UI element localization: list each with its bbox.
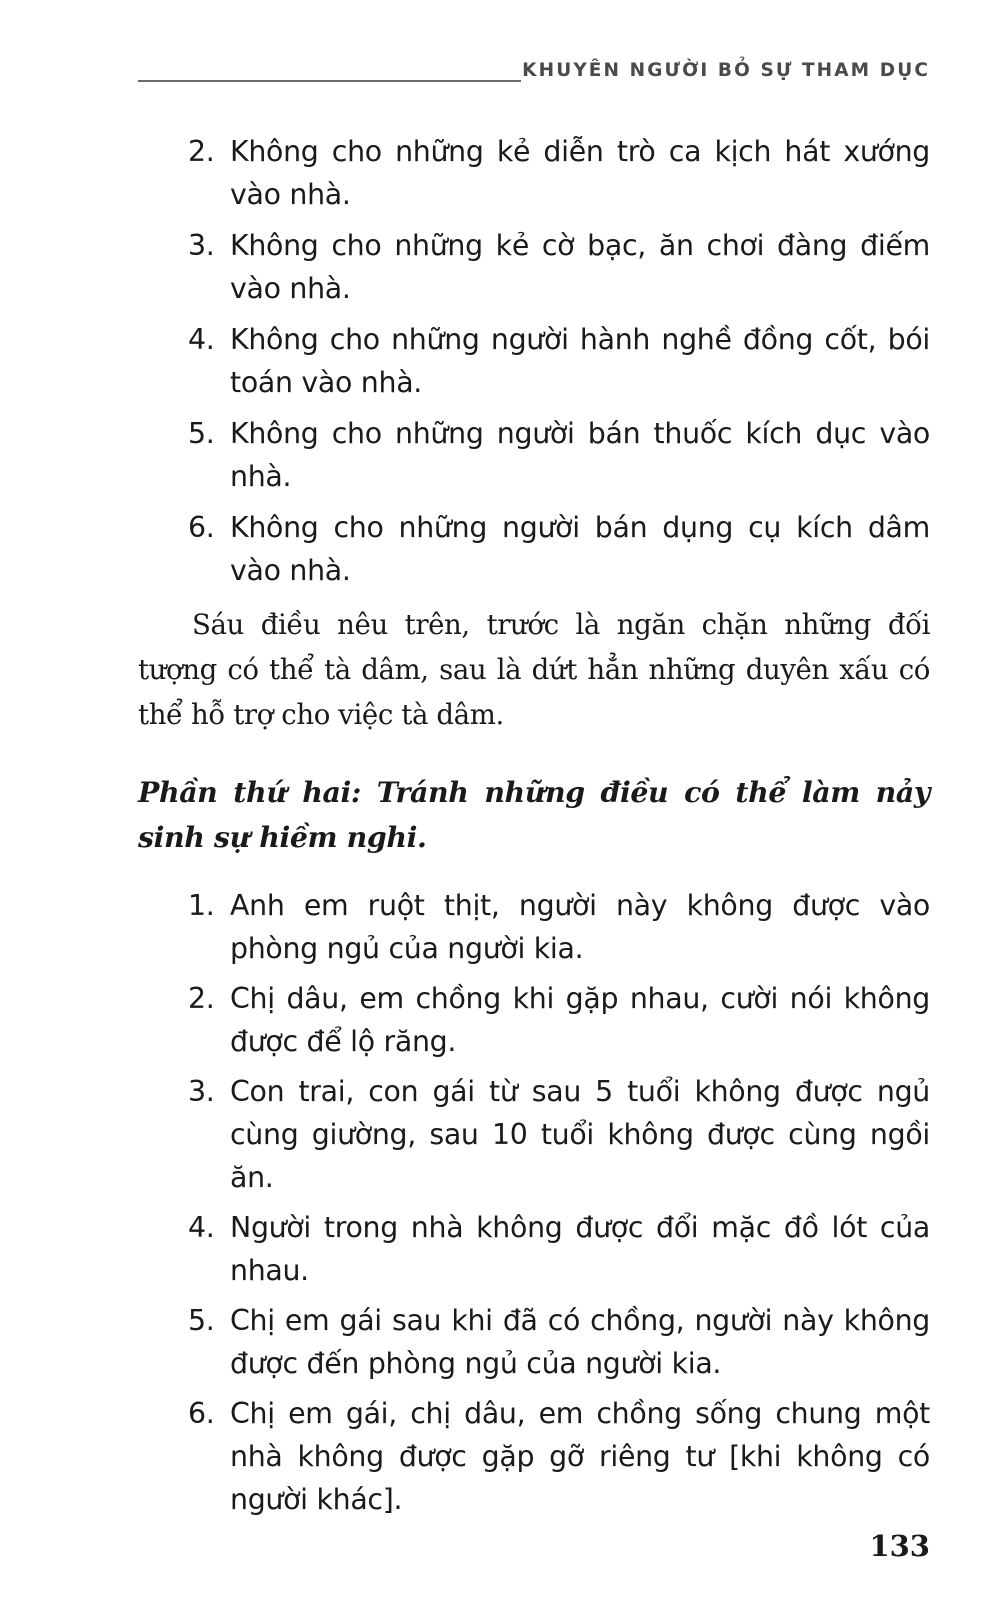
list-item bbox=[188, 412, 930, 498]
list-item-text: Chị dâu, em chồng khi gặp nhau, cười nói không được để lộ răng. bbox=[230, 982, 930, 1058]
list-item-number: 5. bbox=[188, 1304, 215, 1337]
list-item-text: Không cho những kẻ cờ bạc, ăn chơi đàng điếm vào nhà. bbox=[230, 229, 930, 305]
list-item-number: 4. bbox=[188, 1211, 215, 1244]
list-item-text: Chị em gái, chị dâu, em chồng sống chung một nhà không được gặp gỡ riêng tư [khi không có người khác]. bbox=[230, 1397, 930, 1516]
list-item-number: 3. bbox=[188, 229, 215, 262]
list-item bbox=[188, 1206, 930, 1292]
list-item-text: Không cho những kẻ diễn trò ca kịch hát xướng vào nhà. bbox=[230, 135, 930, 211]
list-item-text: Không cho những người bán dụng cụ kích dâm vào nhà. bbox=[230, 511, 930, 587]
list-item bbox=[188, 977, 930, 1063]
list-item-number: 3. bbox=[188, 1075, 215, 1108]
list-item-text: Anh em ruột thịt, người này không được vào phòng ngủ của người kia. bbox=[230, 889, 930, 965]
list-item bbox=[188, 506, 930, 592]
list-item bbox=[188, 130, 930, 216]
list-item-text: Con trai, con gái từ sau 5 tuổi không được ngủ cùng giường, sau 10 tuổi không được cùng ngồi ăn. bbox=[230, 1075, 930, 1194]
list-item bbox=[188, 224, 930, 310]
list-item-text: Người trong nhà không được đổi mặc đồ lót của nhau. bbox=[230, 1211, 930, 1287]
summary-paragraph: Sáu điều nêu trên, trước là ngăn chặn những đối tượng có thể tà dâm, sau là dứt hẳn những duyên xấu có thể hỗ trợ cho việc tà dâm. bbox=[138, 608, 930, 731]
rule-list-part-one bbox=[188, 130, 930, 600]
list-item bbox=[188, 884, 930, 970]
page-number: 133 bbox=[869, 1529, 930, 1563]
list-item bbox=[188, 318, 930, 404]
list-item-text: Chị em gái sau khi đã có chồng, người này không được đến phòng ngủ của người kia. bbox=[230, 1304, 930, 1380]
rule-list-part-two bbox=[188, 884, 930, 1528]
list-item-number: 2. bbox=[188, 135, 215, 168]
header-rule bbox=[138, 80, 521, 82]
list-item bbox=[188, 1299, 930, 1385]
list-item bbox=[188, 1392, 930, 1521]
list-item-number: 5. bbox=[188, 417, 215, 450]
list-item bbox=[188, 1070, 930, 1199]
list-item-text: Không cho những người hành nghề đồng cốt, bói toán vào nhà. bbox=[230, 323, 930, 399]
running-header-title: KHUYÊN NGƯỜI BỎ SỰ THAM DỤC bbox=[522, 60, 930, 81]
list-item-number: 4. bbox=[188, 323, 215, 356]
list-item-text: Không cho những người bán thuốc kích dục vào nhà. bbox=[230, 417, 930, 493]
list-item-number: 6. bbox=[188, 511, 215, 544]
running-header bbox=[138, 58, 930, 94]
list-item-number: 6. bbox=[188, 1397, 215, 1430]
list-item-number: 2. bbox=[188, 982, 215, 1015]
section-heading: Phần thứ hai: Tránh những điều có thể làm nảy sinh sự hiềm nghi. bbox=[138, 775, 930, 854]
list-item-number: 1. bbox=[188, 889, 215, 922]
